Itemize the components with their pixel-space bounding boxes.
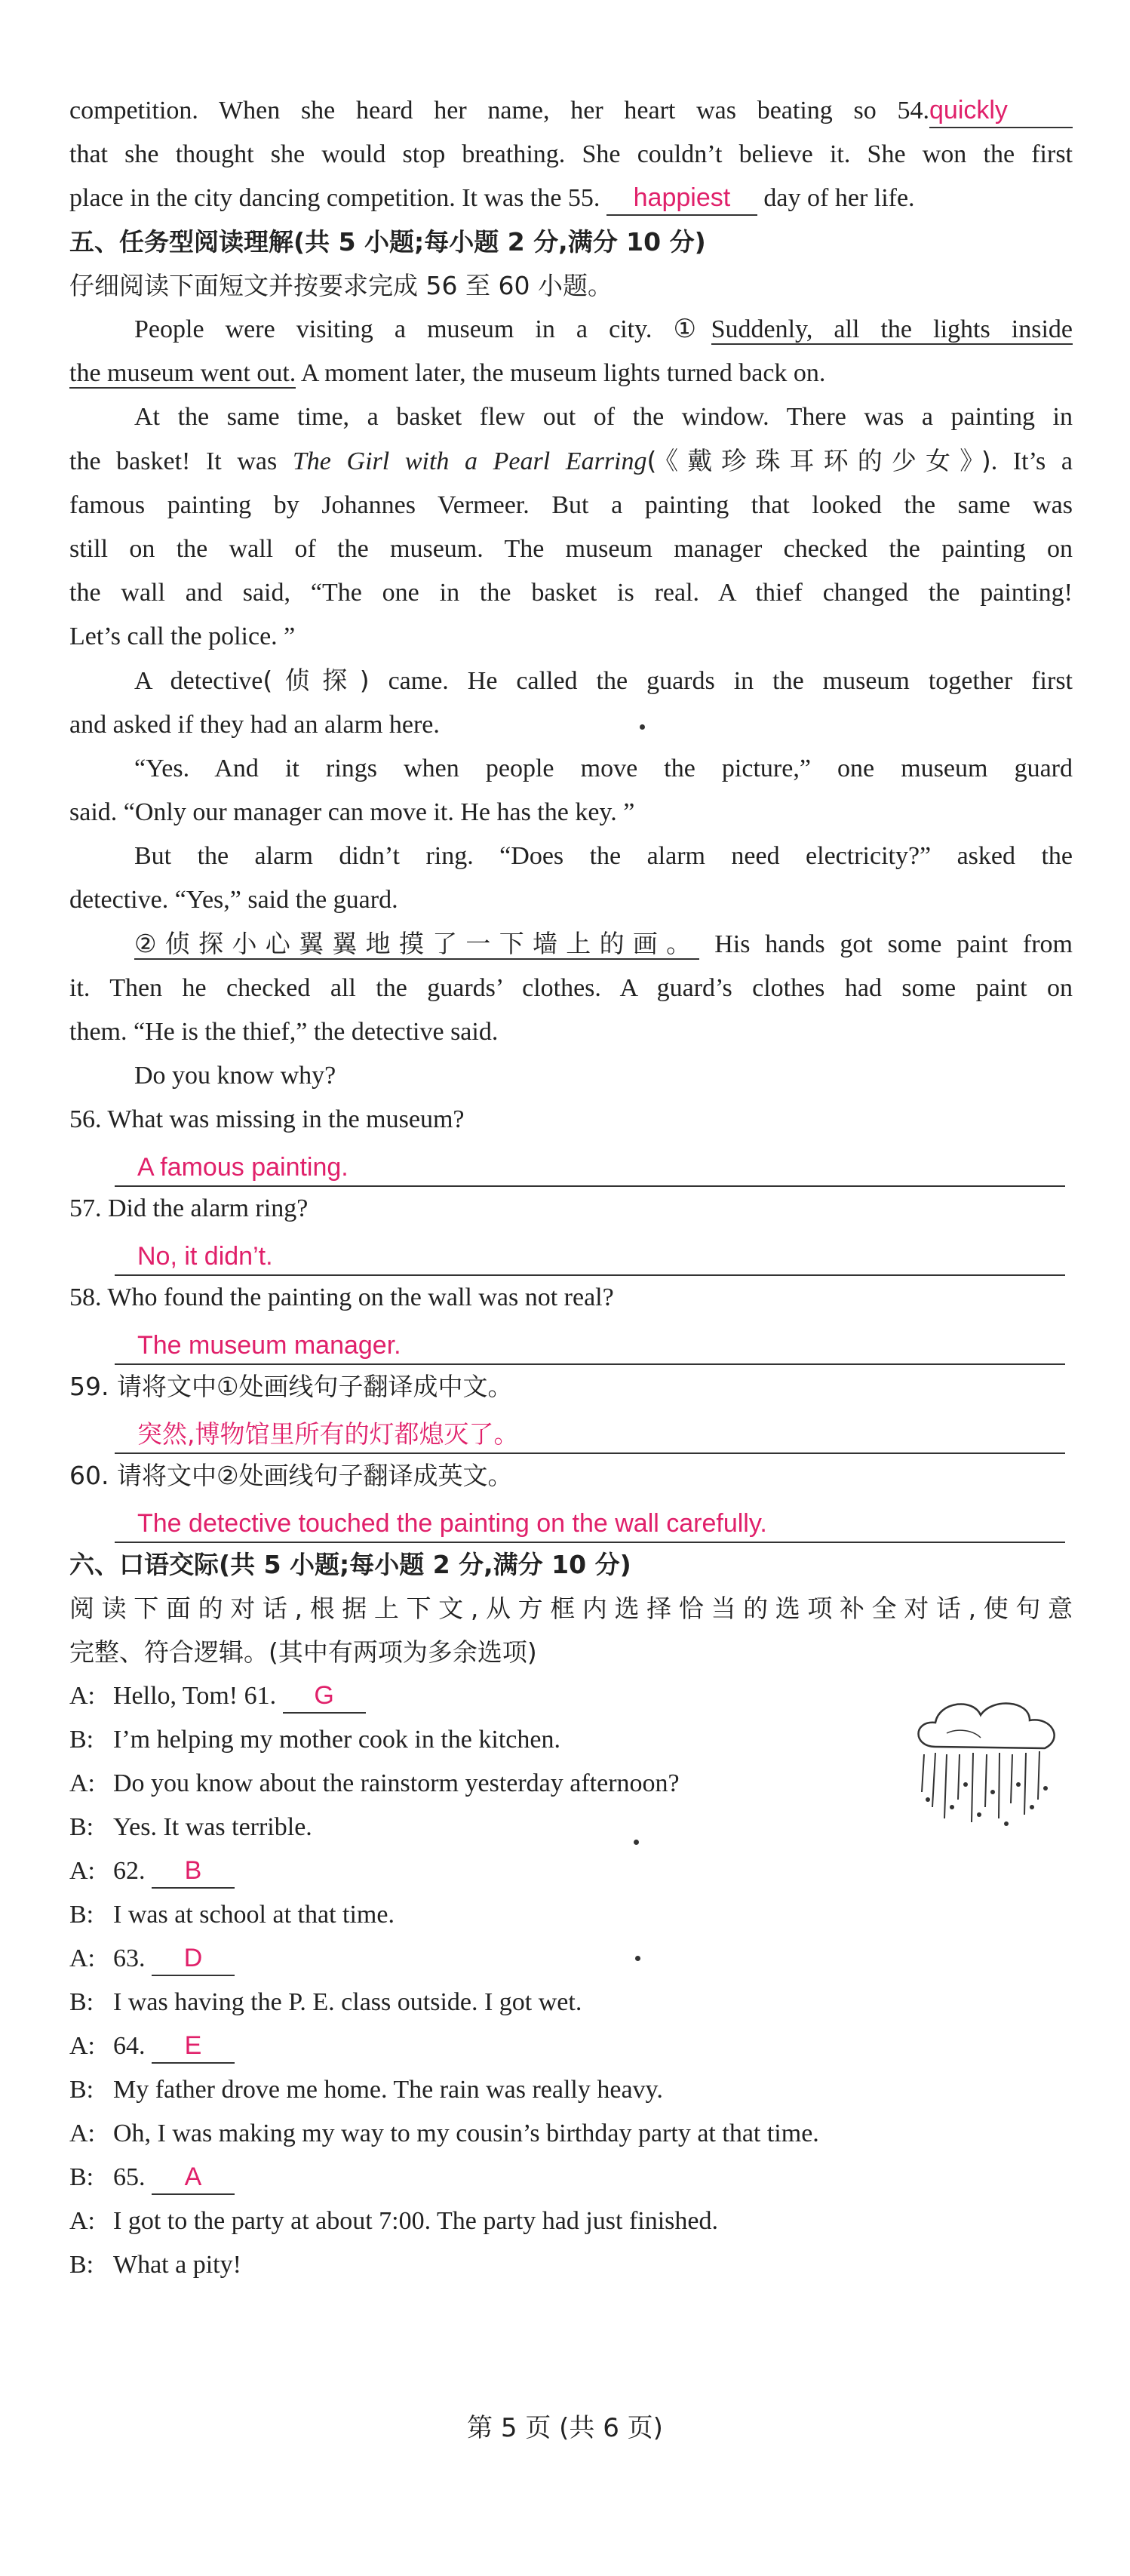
underlined-sentence-1-end: the museum went out.	[69, 359, 296, 387]
speaker-label: B:	[69, 1813, 94, 1841]
page-footer: 第 5 页 (共 6 页)	[467, 2413, 663, 2443]
speaker-label: B:	[69, 1988, 94, 2016]
dialogue-text: Oh, I was making my way to my cousin’s birthday party at that time.	[113, 2120, 819, 2147]
dialogue-text: 65.	[113, 2163, 146, 2191]
section-5-heading: 五、任务型阅读理解(共 5 小题;每小题 2 分,满分 10 分)	[69, 227, 706, 257]
dialogue-blank: E	[152, 2029, 235, 2064]
speaker-label: B:	[69, 1901, 94, 1929]
stray-mark	[635, 1956, 640, 1961]
dialogue-line	[69, 2068, 1073, 2112]
answer-line-58	[115, 1320, 1065, 1365]
question-59: 59. 请将文中①处画线句子翻译成中文。	[69, 1372, 513, 1401]
dialogue-blank: B	[152, 1854, 235, 1889]
underlined-sentence-1: Suddenly, all the lights inside	[711, 315, 1073, 343]
dialogue-blank: D	[152, 1941, 235, 1976]
dialogue-line	[69, 2112, 1073, 2156]
speaker-label: A:	[69, 2120, 95, 2147]
speaker-label: B:	[69, 2163, 94, 2191]
speaker-label: A:	[69, 2032, 95, 2060]
section-6-instruction: 完整、符合逻辑。(其中有两项为多余选项)	[69, 1637, 537, 1667]
speaker-label: A:	[69, 1857, 95, 1885]
dialogue-text: 63.	[113, 1944, 146, 1972]
passage-line: them. “He is the thief,” the detective said.	[69, 1018, 499, 1046]
passage-line: and asked if they had an alarm here.	[69, 711, 440, 739]
passage-line: competition. When she heard her name, her heart was beating so 54.quickly	[69, 89, 1073, 133]
passage-line: famous painting by Johannes Vermeer. But a painting that looked the same was	[69, 491, 1073, 519]
dialogue-line	[69, 1937, 1073, 1981]
dialogue-line	[69, 2156, 1073, 2199]
speaker-label: A:	[69, 1682, 95, 1710]
passage-line: said. “Only our manager can move it. He has the key. ”	[69, 798, 635, 826]
dialogue-text: I got to the party at about 7:00. The party had just finished.	[113, 2207, 718, 2235]
answer-line-57	[115, 1231, 1065, 1276]
passage-line: ②侦探小心翼翼地摸了一下墙上的画。 His hands got some paint from	[134, 929, 1073, 958]
question-56: 56. What was missing in the museum?	[69, 1105, 465, 1133]
blank-55: happiest	[606, 181, 757, 216]
passage-line: that she thought she would stop breathing. She couldn’t believe it. She won the first	[69, 140, 1073, 168]
dialogue-blank: A	[152, 2160, 235, 2195]
dialogue-text: 64.	[113, 2032, 146, 2060]
passage-line: the wall and said, “The one in the basket is real. A thief changed the painting!	[69, 579, 1073, 607]
dialogue-text: Hello, Tom! 61.	[113, 1682, 277, 1710]
passage-line: At the same time, a basket flew out of the window. There was a painting in	[134, 403, 1073, 431]
speaker-label: B:	[69, 1726, 94, 1754]
passage-line: Do you know why?	[134, 1062, 336, 1090]
question-57: 57. Did the alarm ring?	[69, 1194, 309, 1222]
section-6-heading: 六、口语交际(共 5 小题;每小题 2 分,满分 10 分)	[69, 1550, 631, 1579]
answer-59: 突然,博物馆里所有的灯都熄灭了。	[137, 1419, 519, 1449]
answer-line-56	[115, 1142, 1065, 1187]
speaker-label: B:	[69, 2251, 94, 2279]
answer-line-60	[115, 1498, 1065, 1543]
dialogue-line	[69, 2024, 1073, 2068]
section-6-instruction: 阅读下面的对话,根据上下文,从方框内选择恰当的选项补全对话,使句意	[69, 1594, 1073, 1623]
speaker-label: A:	[69, 1944, 95, 1972]
speaker-label: B:	[69, 2076, 94, 2104]
passage-line: Let’s call the police. ”	[69, 622, 296, 650]
stray-mark	[634, 1840, 639, 1845]
dialogue-text: I’m helping my mother cook in the kitchen.	[113, 1726, 560, 1754]
answer-57: No, it didn’t.	[137, 1242, 273, 1271]
speaker-label: A:	[69, 1769, 95, 1797]
passage-line: the museum went out. A moment later, the museum lights turned back on.	[69, 359, 826, 387]
answer-58: The museum manager.	[137, 1331, 401, 1360]
passage-line: People were visiting a museum in a city. ①Suddenly, all the lights inside	[134, 315, 1073, 343]
stray-mark	[640, 724, 645, 730]
question-58: 58. Who found the painting on the wall was not real?	[69, 1283, 614, 1311]
dialogue-text: I was having the P. E. class outside. I got wet.	[113, 1988, 582, 2016]
dialogue-line	[69, 1981, 1073, 2024]
passage-line: A detective(侦探) came. He called the guards in the museum together first	[134, 666, 1073, 695]
answer-56: A famous painting.	[137, 1153, 349, 1182]
dialogue-text: What a pity!	[113, 2251, 241, 2279]
dialogue-text: I was at school at that time.	[113, 1901, 395, 1929]
dialogue-line	[69, 1893, 1073, 1937]
passage-line: still on the wall of the museum. The museum manager checked the painting on	[69, 535, 1073, 563]
passage-line: the basket! It was The Girl with a Pearl Earring(《戴珍珠耳环的少女》). It’s a	[69, 446, 1073, 475]
passage-line: “Yes. And it rings when people move the picture,” one museum guard	[134, 755, 1073, 782]
question-60: 60. 请将文中②处画线句子翻译成英文。	[69, 1461, 513, 1490]
answer-60: The detective touched the painting on the wall carefully.	[137, 1509, 767, 1538]
exam-page	[69, 89, 1073, 2287]
dialogue-line	[69, 2243, 1073, 2287]
dialogue-blank: G	[283, 1679, 366, 1714]
section-5-instruction: 仔细阅读下面短文并按要求完成 56 至 60 小题。	[69, 271, 613, 300]
rain-cloud-icon	[905, 1694, 1079, 1830]
dialogue-line	[69, 1849, 1073, 1893]
blank-54: quickly	[929, 94, 1073, 128]
passage-line: it. Then he checked all the guards’ clothes. A guard’s clothes had some paint on	[69, 974, 1073, 1002]
underlined-sentence-2: ②侦探小心翼翼地摸了一下墙上的画。	[134, 929, 700, 958]
speaker-label: A:	[69, 2207, 95, 2235]
passage-line: But the alarm didn’t ring. “Does the alarm need electricity?” asked the	[134, 842, 1073, 870]
dialogue-text: Do you know about the rainstorm yesterday afternoon?	[113, 1769, 680, 1797]
dialogue-text: 62.	[113, 1857, 146, 1885]
dialogue-line	[69, 2199, 1073, 2243]
painting-title: The Girl with a Pearl Earring	[292, 447, 647, 475]
answer-line-59	[115, 1409, 1065, 1454]
dialogue-text: My father drove me home. The rain was really heavy.	[113, 2076, 663, 2104]
passage-line: detective. “Yes,” said the guard.	[69, 886, 398, 914]
passage-line: place in the city dancing competition. It was the 55. happiest day of her life.	[69, 177, 1073, 220]
dialogue-text: Yes. It was terrible.	[113, 1813, 312, 1841]
